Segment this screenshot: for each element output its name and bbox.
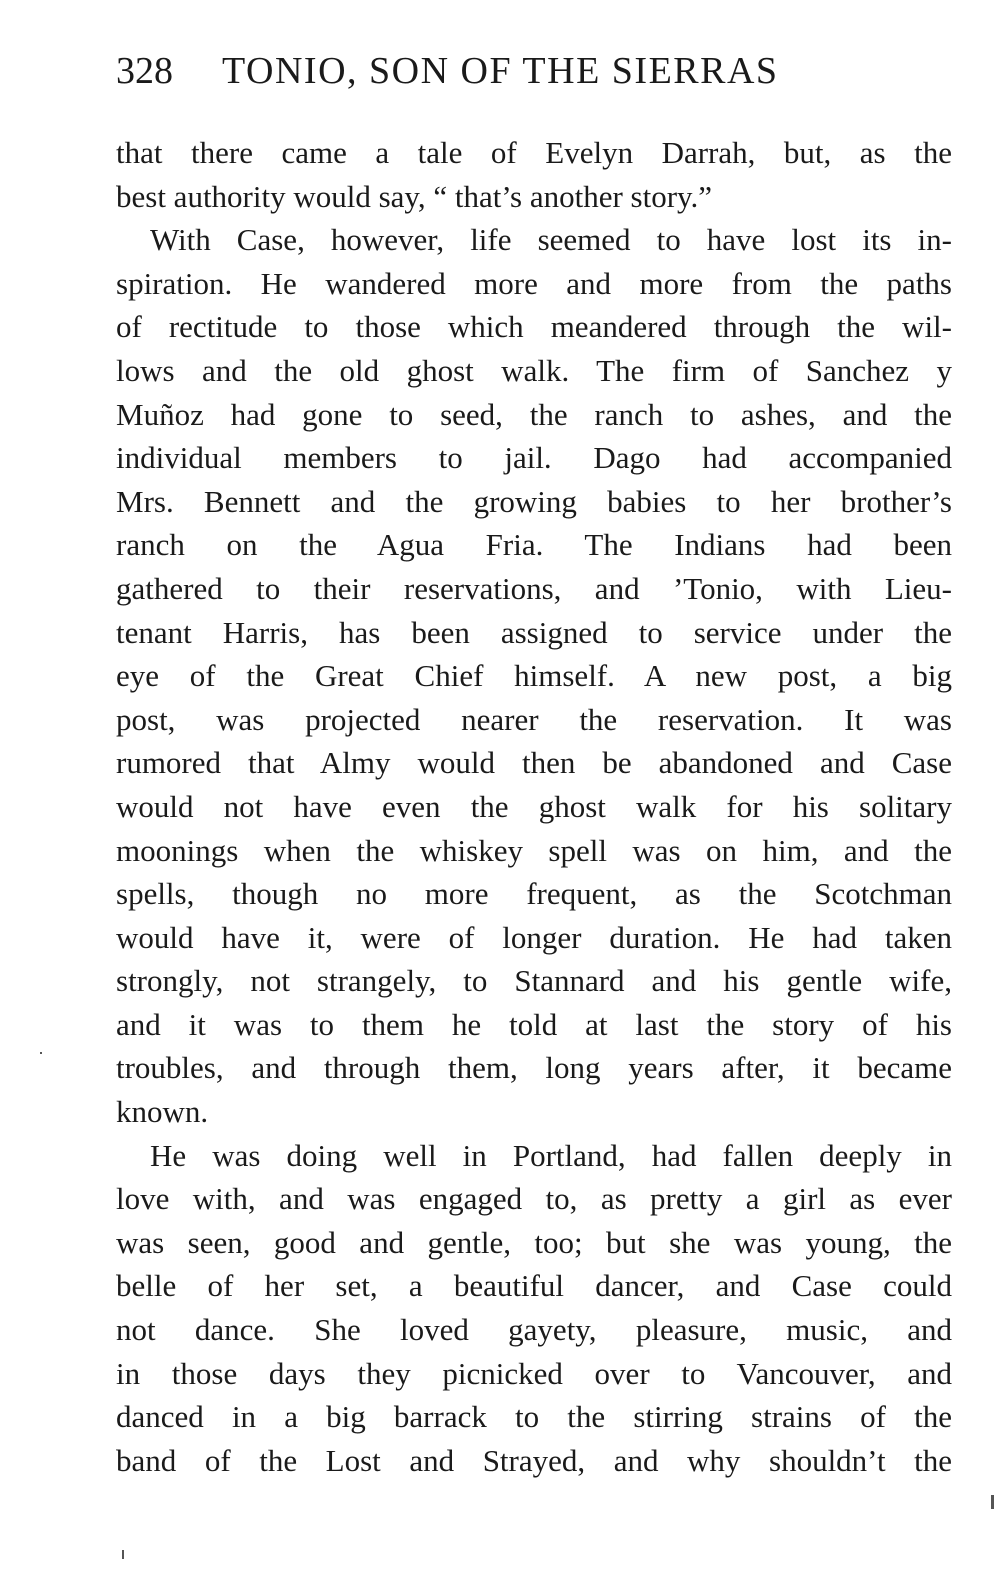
text-line: Muñoz had gone to seed, the ranch to ashes, and the bbox=[116, 396, 952, 432]
page-header bbox=[116, 46, 906, 96]
text-line: troubles, and through them, long years after, it became bbox=[116, 1050, 952, 1086]
text-line: moonings when the whiskey spell was on him, and the bbox=[116, 832, 952, 868]
text-line: band of the Lost and Strayed, and why shouldn’t the bbox=[116, 1442, 952, 1478]
text-line: in those days they picnicked over to Vancouver, and bbox=[116, 1355, 952, 1391]
text-line: belle of her set, a beautiful dancer, and Case could bbox=[116, 1268, 952, 1304]
text-line: individual members to jail. Dago had accompanied bbox=[116, 440, 952, 476]
text-line: He was doing well in Portland, had fallen deeply in bbox=[150, 1137, 952, 1173]
text-line: ranch on the Agua Fria. The Indians had been bbox=[116, 527, 952, 563]
text-line: rumored that Almy would then be abandoned and Case bbox=[116, 745, 952, 781]
text-line: post, was projected nearer the reservation. It was bbox=[116, 701, 952, 737]
text-line: was seen, good and gentle, too; but she was young, the bbox=[116, 1224, 952, 1260]
text-line: spells, though no more frequent, as the Scotchman bbox=[116, 876, 952, 912]
text-line: best authority would say, “ that’s another story.” bbox=[116, 178, 713, 214]
text-line: gathered to their reservations, and ’Tonio, with Lieu- bbox=[116, 570, 952, 606]
text-line: love with, and was engaged to, as pretty a girl as ever bbox=[116, 1181, 952, 1217]
text-line: danced in a big barrack to the stirring strains of the bbox=[116, 1399, 952, 1435]
text-line: eye of the Great Chief himself. A new post, a big bbox=[116, 658, 952, 694]
scan-speck bbox=[40, 1052, 42, 1054]
text-line: of rectitude to those which meandered through the wil- bbox=[116, 309, 952, 345]
scan-speck bbox=[991, 1495, 994, 1509]
text-line: lows and the old ghost walk. The firm of Sanchez y bbox=[116, 352, 952, 388]
text-line: strongly, not strangely, to Stannard and his gentle wife, bbox=[116, 963, 952, 999]
text-line: spiration. He wandered more and more from the paths bbox=[116, 265, 952, 301]
text-line: not dance. She loved gayety, pleasure, music, and bbox=[116, 1312, 952, 1348]
page-number: 328 bbox=[116, 50, 173, 92]
scan-speck bbox=[122, 1550, 124, 1559]
text-line: and it was to them he told at last the story of his bbox=[116, 1006, 952, 1042]
text-line: would not have even the ghost walk for his solitary bbox=[116, 788, 952, 824]
text-line: tenant Harris, has been assigned to service under the bbox=[116, 614, 952, 650]
text-line: known. bbox=[116, 1094, 209, 1130]
text-line: that there came a tale of Evelyn Darrah, but, as the bbox=[116, 135, 952, 170]
text-line: would have it, were of longer duration. He had taken bbox=[116, 919, 952, 955]
text-line: With Case, however, life seemed to have lost its in- bbox=[150, 222, 952, 258]
running-title: TONIO, SON OF THE SIERRAS bbox=[222, 50, 779, 92]
body-text bbox=[116, 131, 952, 1482]
text-line: Mrs. Bennett and the growing babies to her brother’s bbox=[116, 483, 952, 519]
